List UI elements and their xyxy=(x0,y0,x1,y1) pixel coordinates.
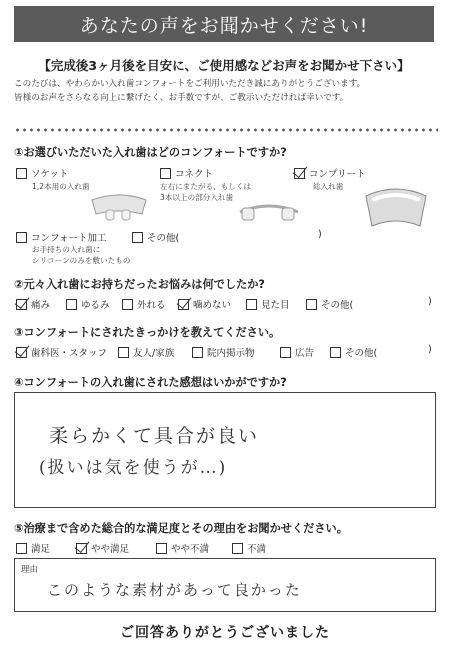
checkbox-checked[interactable] xyxy=(16,347,27,358)
q1-socket-note: 1,2本用の入れ歯 xyxy=(32,182,90,191)
checkbox[interactable] xyxy=(280,347,291,358)
option-label: その他( xyxy=(345,348,378,359)
q1-complete-note: 総入れ歯 xyxy=(313,182,344,191)
checkbox-checked[interactable] xyxy=(16,299,27,310)
note-line: 左右にまたがる、もしくは xyxy=(160,182,252,191)
option-label: ソケット xyxy=(31,169,69,180)
option-label: コンフォート加工 xyxy=(31,233,107,244)
q3-option-clinic-poster[interactable] xyxy=(192,345,255,359)
option-label: コネクト xyxy=(175,169,214,180)
note-line: 3本以上の部分入れ歯 xyxy=(160,193,234,202)
connect-denture-image xyxy=(236,198,302,224)
checkbox[interactable] xyxy=(192,347,203,358)
option-label: 院内掲示物 xyxy=(207,348,255,359)
option-label: 痛み xyxy=(31,300,51,311)
question-2: ②元々入れ歯にお持ちだったお悩みは何でしたか? xyxy=(14,278,265,291)
note-line: シリコーンのみを敷いたもの xyxy=(32,256,131,265)
q3-option-friend-family[interactable] xyxy=(118,345,174,359)
checkbox[interactable] xyxy=(160,168,171,179)
checkbox[interactable] xyxy=(16,543,27,554)
checkbox[interactable] xyxy=(122,299,133,310)
q2-option-appearance[interactable] xyxy=(246,297,290,311)
q1-option-comfort-processing[interactable] xyxy=(16,230,107,244)
option-label: 広告 xyxy=(295,348,315,359)
q2-option-pain[interactable] xyxy=(16,297,50,311)
intro-line-1: このたびは、やわらかい入れ歯コンフォートをご利用いただき誠にありがとうございます。 xyxy=(14,79,366,89)
q3-option-advertisement[interactable] xyxy=(280,345,314,359)
checkbox[interactable] xyxy=(306,299,317,310)
question-1: ①お選びいただいた入れ歯はどのコンフォートですか? xyxy=(14,146,287,159)
checkbox-checked[interactable] xyxy=(178,299,189,310)
option-label: コンプリート xyxy=(309,169,366,180)
q3-option-other[interactable] xyxy=(330,345,377,359)
reason-answer-box[interactable] xyxy=(14,558,436,612)
option-label: 不満 xyxy=(247,544,267,555)
checkbox[interactable] xyxy=(132,232,143,243)
checkbox[interactable] xyxy=(118,347,129,358)
question-3: ③コンフォートにされたきっかけを教えてください。 xyxy=(14,326,281,339)
option-label: 友人/家族 xyxy=(133,348,175,359)
handwritten-answer-line-2: (扱いは気を使うが…) xyxy=(39,458,228,478)
handwritten-reason: このような素材があって良かった xyxy=(47,581,302,599)
option-label: その他( xyxy=(321,300,354,311)
checkbox[interactable] xyxy=(16,168,27,179)
q5-option-satisfied[interactable] xyxy=(16,541,50,555)
complete-denture-image xyxy=(360,186,432,234)
checkbox[interactable] xyxy=(232,543,243,554)
thank-you-message: ご回答ありがとうございました xyxy=(120,625,330,641)
impression-answer-box[interactable] xyxy=(14,392,436,508)
checkbox[interactable] xyxy=(156,543,167,554)
handwritten-answer-line-1: 柔らかくて具合が良い xyxy=(49,425,260,447)
q5-option-somewhat-dissatisfied[interactable] xyxy=(156,541,209,555)
q2-option-falls-out[interactable] xyxy=(122,297,166,311)
option-label: やや満足 xyxy=(91,544,130,555)
q1-option-connect[interactable] xyxy=(160,166,213,180)
checkbox-checked[interactable] xyxy=(76,543,87,554)
dotted-divider xyxy=(14,128,438,132)
checkbox[interactable] xyxy=(66,299,77,310)
q2-other-close: ) xyxy=(428,296,432,307)
form-subheading: 【完成後3ヶ月後を目安に、ご使用感などお声をお聞かせ下さい】 xyxy=(38,58,410,73)
option-label: 歯科医・スタッフ xyxy=(31,348,108,359)
q2-option-cannot-chew[interactable] xyxy=(178,297,231,311)
option-label: 外れる xyxy=(137,300,166,311)
option-label: 満足 xyxy=(31,544,51,555)
intro-line-2: 皆様のお声をさらなる向上に繋げたく、お手数ですが、ご教示いただければ幸いです。 xyxy=(14,93,349,103)
question-4: ④コンフォートの入れ歯にされた感想はいかがですか? xyxy=(14,376,287,389)
question-5: ⑤治療まで含めた総合的な満足度とその理由をお聞かせください。 xyxy=(14,522,348,535)
q1-option-other[interactable] xyxy=(132,230,179,244)
checkbox[interactable] xyxy=(246,299,257,310)
q2-option-loose[interactable] xyxy=(66,297,110,311)
form-banner xyxy=(14,6,434,42)
reason-label: 理由 xyxy=(21,565,39,575)
partial-denture-image xyxy=(88,192,150,226)
checkbox[interactable] xyxy=(16,232,27,243)
q3-option-dental-staff[interactable] xyxy=(16,345,107,359)
q1-option-socket[interactable] xyxy=(16,166,68,180)
option-label: 見た目 xyxy=(261,300,290,311)
option-label: 噛めない xyxy=(193,300,232,311)
intro-text xyxy=(14,77,438,105)
q3-other-close: ) xyxy=(428,344,432,355)
q1-processing-note xyxy=(32,244,130,266)
checkbox-checked[interactable] xyxy=(294,168,305,179)
option-label: やや不満 xyxy=(171,544,210,555)
option-label: ゆるみ xyxy=(81,300,110,311)
q1-other-close: ) xyxy=(318,229,322,240)
checkbox[interactable] xyxy=(330,347,341,358)
q2-option-other[interactable] xyxy=(306,297,353,311)
q5-option-somewhat-satisfied[interactable] xyxy=(76,541,129,555)
q1-option-complete[interactable] xyxy=(294,166,366,180)
q5-option-dissatisfied[interactable] xyxy=(232,541,266,555)
form-title: あなたの声をお聞かせください! xyxy=(79,14,369,37)
option-label: その他( xyxy=(147,233,180,244)
note-line: お手持ちの入れ歯に xyxy=(32,245,101,254)
